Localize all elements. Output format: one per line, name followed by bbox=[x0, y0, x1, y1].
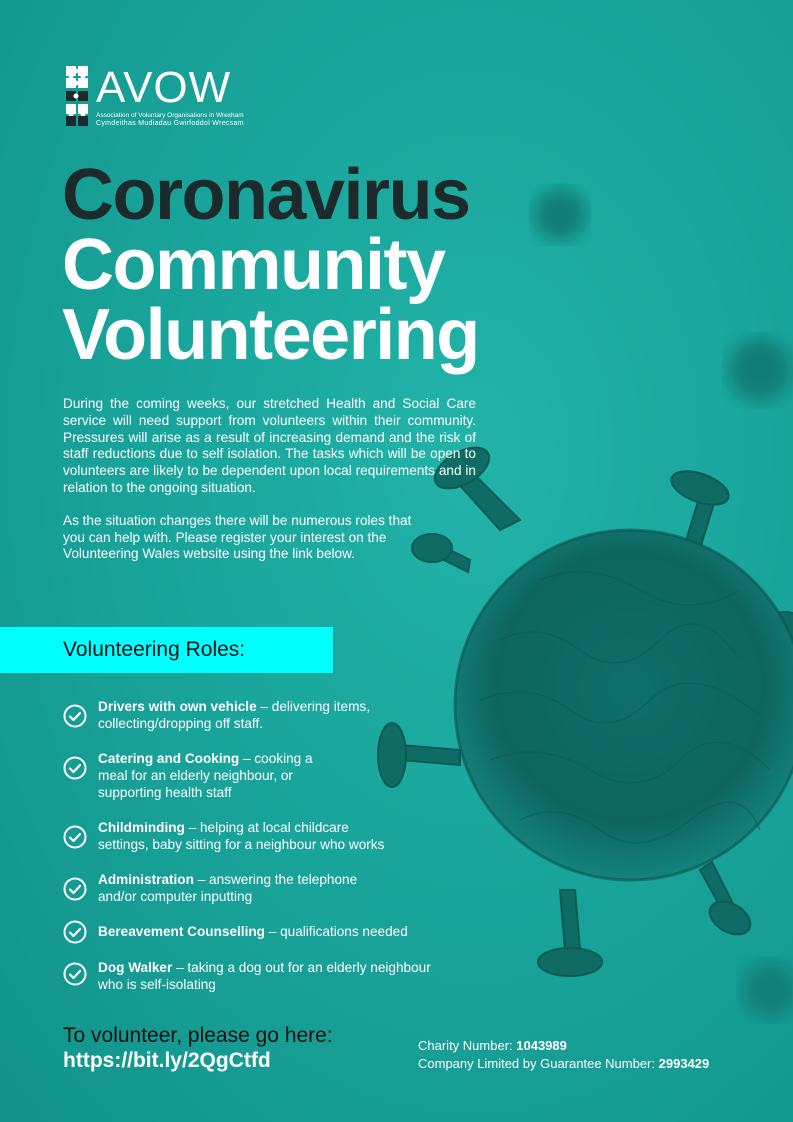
logo-wordmark: AVOW bbox=[96, 63, 232, 112]
role-title: Childminding bbox=[98, 820, 185, 835]
role-title: Dog Walker bbox=[98, 960, 173, 975]
charity-number: 1043989 bbox=[516, 1038, 567, 1053]
company-number-line bbox=[418, 1055, 709, 1073]
page-title bbox=[62, 155, 479, 375]
role-desc-line-1: – helping at local childcare bbox=[188, 820, 349, 835]
role-desc-line-1: – answering the telephone bbox=[197, 872, 358, 887]
role-desc-line-2: collecting/dropping off staff. bbox=[98, 716, 263, 731]
roles-heading: Volunteering Roles: bbox=[63, 638, 246, 661]
cta-text: To volunteer, please go here: bbox=[63, 1024, 333, 1047]
charity-label: Charity Number: bbox=[418, 1038, 513, 1053]
avow-logo bbox=[64, 64, 294, 130]
company-number: 2993429 bbox=[658, 1056, 710, 1071]
intro-text bbox=[63, 396, 476, 579]
intro-paragraph-2: As the situation changes there will be numerous roles that you can help with. Please register your interest on the Volunteering Wales website using the link below. bbox=[63, 512, 412, 562]
role-title: Bereavement Counselling bbox=[98, 924, 265, 939]
role-desc-line-2: meal for an elderly neighbour, or bbox=[98, 768, 293, 783]
puzzle-pieces-icon bbox=[64, 64, 92, 128]
role-title: Administration bbox=[98, 872, 194, 887]
role-desc-line-3: supporting health staff bbox=[98, 785, 232, 800]
role-desc-line-2: and/or computer inputting bbox=[98, 889, 253, 904]
title-line-3: Volunteering bbox=[62, 295, 479, 375]
role-desc-line-2: who is self-isolating bbox=[98, 977, 216, 992]
call-to-action bbox=[63, 1024, 333, 1074]
check-circle-icon bbox=[63, 962, 87, 986]
role-desc-line-1: – cooking a bbox=[243, 751, 313, 766]
company-label: Company Limited by Guarantee Number: bbox=[418, 1056, 656, 1071]
role-title: Catering and Cooking bbox=[98, 751, 240, 766]
intro-paragraph-1: During the coming weeks, our stretched Health and Social Care service will need support from volunteers within their community. Pressures will arise as a result of increasing demand and the risk of staff reductions due to self isolation. The tasks which will be open to volunteers are likely to be dependent upon local requirements and in relation to the ongoing situation. bbox=[63, 396, 476, 495]
title-line-2: Community bbox=[62, 225, 445, 305]
role-desc-line-1: – taking a dog out for an elderly neighbour bbox=[176, 960, 431, 975]
role-desc-line-1: – qualifications needed bbox=[268, 924, 408, 939]
role-title: Drivers with own vehicle bbox=[98, 699, 257, 714]
role-desc-line-2: settings, baby sitting for a neighbour who works bbox=[98, 837, 385, 852]
logo-subtitle-welsh: Cymdeithas Mudiadau Gwirfoddol Wrecsam bbox=[96, 120, 244, 127]
check-circle-icon bbox=[63, 825, 87, 849]
charity-number-line bbox=[418, 1037, 709, 1055]
footer-registration bbox=[418, 1037, 709, 1073]
logo-subtitle-english: Association of Voluntary Organisations in Wrexham bbox=[96, 112, 244, 119]
title-line-1: Coronavirus bbox=[62, 155, 470, 235]
role-desc-line-1: – delivering items, bbox=[260, 699, 370, 714]
volunteer-link[interactable]: https://bit.ly/2QgCtfd bbox=[63, 1049, 271, 1072]
check-circle-icon bbox=[63, 756, 87, 780]
check-circle-icon bbox=[63, 920, 87, 944]
check-circle-icon bbox=[63, 704, 87, 728]
check-circle-icon bbox=[63, 877, 87, 901]
